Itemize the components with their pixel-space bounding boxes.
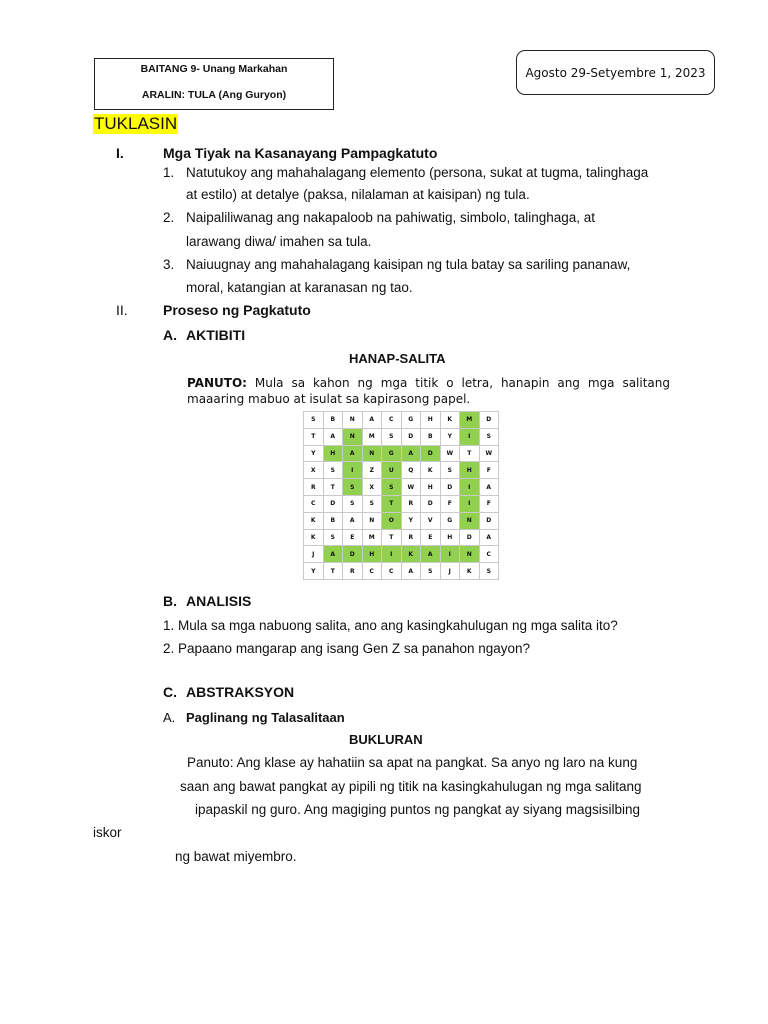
objective-text: at estilo) at detalye (paksa, nilalaman at kaisipan) ng tula. [186, 187, 530, 202]
grid-cell: J [304, 546, 324, 563]
grid-cell: T [460, 445, 480, 462]
grid-cell: S [421, 563, 441, 580]
grid-cell: M [362, 529, 382, 546]
grid-cell: S [343, 495, 363, 512]
grid-cell: D [343, 546, 363, 563]
grid-row [304, 479, 499, 496]
hanap-salita-title: HANAP-SALITA [349, 351, 446, 366]
analisis-question-2: 2. Papaano mangarap ang isang Gen Z sa panahon ngayon? [163, 641, 531, 656]
word-search-table [303, 411, 499, 580]
grid-row [304, 445, 499, 462]
bukluran-instructions: ng bawat miyembro. [175, 849, 297, 864]
bukluran-instructions: saan ang bawat pangkat ay pipili ng titik na kasingkahulugan ng mga salitang [180, 779, 642, 794]
grid-cell: F [440, 495, 460, 512]
objective-text: Natutukoy ang mahahalagang elemento (persona, sukat at tugma, talinghaga [186, 165, 649, 180]
grid-cell: C [362, 563, 382, 580]
grid-cell: C [479, 546, 499, 563]
grid-cell: T [323, 479, 343, 496]
grade-label: BAITANG 9- Unang Markahan [140, 63, 288, 75]
grid-cell: N [460, 512, 480, 529]
grid-cell: H [421, 479, 441, 496]
grid-cell: D [479, 512, 499, 529]
grid-cell: K [304, 529, 324, 546]
date-box [516, 50, 715, 95]
process-numeral: II. [116, 302, 128, 318]
abstraksyon-title: ABSTRAKSYON [186, 684, 295, 700]
grid-cell: I [440, 546, 460, 563]
grid-cell: A [479, 529, 499, 546]
grid-cell: K [401, 546, 421, 563]
grid-cell: Y [304, 563, 324, 580]
grid-cell: R [343, 563, 363, 580]
grid-cell: D [440, 479, 460, 496]
grid-cell: S [304, 412, 324, 429]
grid-cell: D [421, 445, 441, 462]
bukluran-instructions: Panuto: Ang klase ay hahatiin sa apat na pangkat. Sa anyo ng laro na kung [187, 755, 638, 770]
grid-row [304, 428, 499, 445]
grid-cell: F [479, 462, 499, 479]
grid-cell: I [382, 546, 402, 563]
grid-cell: T [304, 428, 324, 445]
grid-cell: C [382, 563, 402, 580]
grid-cell: D [421, 495, 441, 512]
grid-cell: A [343, 445, 363, 462]
grid-cell: A [421, 546, 441, 563]
grid-cell: B [323, 512, 343, 529]
grid-cell: D [460, 529, 480, 546]
grid-cell: N [343, 428, 363, 445]
grid-cell: A [323, 428, 343, 445]
header-box [94, 58, 334, 110]
abstraksyon-sub-letter: A. [163, 710, 176, 725]
grid-cell: S [323, 462, 343, 479]
grid-cell: F [479, 495, 499, 512]
grid-cell: S [323, 529, 343, 546]
grid-cell: S [479, 563, 499, 580]
grid-cell: A [323, 546, 343, 563]
grid-row [304, 462, 499, 479]
grid-cell: O [382, 512, 402, 529]
aktibiti-letter: A. [163, 327, 177, 343]
grid-cell: N [362, 512, 382, 529]
word-search-grid [303, 411, 499, 580]
grid-cell: S [362, 495, 382, 512]
grid-cell: K [440, 412, 460, 429]
grid-cell: N [460, 546, 480, 563]
grid-cell: D [479, 412, 499, 429]
grid-cell: Y [401, 512, 421, 529]
analisis-title: ANALISIS [186, 593, 252, 609]
grid-row [304, 529, 499, 546]
objective-text: Naiuugnay ang mahahalagang kaisipan ng tula batay sa sariling pananaw, [186, 257, 631, 272]
grid-cell: Y [304, 445, 324, 462]
grid-cell: A [343, 512, 363, 529]
grid-cell: W [479, 445, 499, 462]
grid-cell: R [304, 479, 324, 496]
grid-cell: B [421, 428, 441, 445]
grid-cell: R [401, 495, 421, 512]
objective-number: 3. [163, 257, 175, 272]
grid-cell: S [382, 479, 402, 496]
date-label: Agosto 29-Setyembre 1, 2023 [525, 65, 706, 80]
grid-cell: I [343, 462, 363, 479]
grid-cell: D [323, 495, 343, 512]
bukluran-instructions: ipapaskil ng guro. Ang magiging puntos ng pangkat ay siyang magsisilbing [195, 802, 641, 817]
grid-cell: N [362, 445, 382, 462]
grid-cell: G [382, 445, 402, 462]
panuto-text: Mula sa kahon ng mga titik o letra, hanapin ang mga salitang maaaring mabuo at isulat sa kapirasong papel. [187, 376, 670, 406]
grid-cell: T [382, 495, 402, 512]
objective-text: moral, katangian at karanasan ng tao. [186, 280, 413, 295]
grid-cell: T [323, 563, 343, 580]
grid-cell: A [479, 479, 499, 496]
analisis-question-1: 1. Mula sa mga nabuong salita, ano ang kasingkahulugan ng mga salita ito? [163, 618, 618, 633]
abstraksyon-letter: C. [163, 684, 177, 700]
grid-cell: Y [440, 428, 460, 445]
grid-cell: C [304, 495, 324, 512]
grid-cell: A [401, 445, 421, 462]
grid-cell: S [440, 462, 460, 479]
grid-cell: K [304, 512, 324, 529]
grid-cell: B [323, 412, 343, 429]
panuto-paragraph [187, 375, 670, 407]
grid-cell: H [460, 462, 480, 479]
grid-cell: W [401, 479, 421, 496]
objective-text: larawang diwa/ imahen sa tula. [186, 234, 372, 249]
grid-cell: G [401, 412, 421, 429]
grid-cell: A [401, 563, 421, 580]
objectives-numeral: I. [116, 145, 124, 161]
grid-row [304, 412, 499, 429]
panuto-label: PANUTO: [187, 376, 247, 390]
grid-cell: H [323, 445, 343, 462]
bukluran-instructions: iskor [93, 825, 122, 840]
grid-cell: R [401, 529, 421, 546]
grid-cell: S [343, 479, 363, 496]
grid-cell: I [460, 495, 480, 512]
grid-cell: K [460, 563, 480, 580]
objectives-title: Mga Tiyak na Kasanayang Pampagkatuto [163, 145, 438, 161]
grid-row [304, 512, 499, 529]
grid-cell: H [362, 546, 382, 563]
grid-cell: M [460, 412, 480, 429]
analisis-letter: B. [163, 593, 177, 609]
grid-cell: D [401, 428, 421, 445]
grid-cell: Z [362, 462, 382, 479]
process-title: Proseso ng Pagkatuto [163, 302, 311, 318]
grid-cell: M [362, 428, 382, 445]
grid-cell: I [460, 428, 480, 445]
grid-cell: X [362, 479, 382, 496]
grid-cell: E [421, 529, 441, 546]
grid-cell: N [343, 412, 363, 429]
grid-cell: T [382, 529, 402, 546]
grid-cell: H [440, 529, 460, 546]
lesson-label: ARALIN: TULA (Ang Guryon) [141, 89, 287, 101]
grid-cell: G [440, 512, 460, 529]
objective-text: Naipaliliwanag ang nakapaloob na pahiwatig, simbolo, talinghaga, at [186, 210, 596, 225]
grid-cell: S [382, 428, 402, 445]
grid-cell: J [440, 563, 460, 580]
grid-cell: K [421, 462, 441, 479]
grid-row [304, 563, 499, 580]
bukluran-title: BUKLURAN [349, 732, 423, 747]
objective-number: 1. [163, 165, 175, 180]
grid-cell: S [479, 428, 499, 445]
grid-cell: H [421, 412, 441, 429]
grid-cell: U [382, 462, 402, 479]
abstraksyon-sub-title: Paglinang ng Talasalitaan [186, 710, 345, 725]
grid-cell: V [421, 512, 441, 529]
section-title: TUKLASIN [94, 114, 178, 133]
grid-row [304, 495, 499, 512]
objective-number: 2. [163, 210, 175, 225]
grid-cell: C [382, 412, 402, 429]
grid-cell: E [343, 529, 363, 546]
grid-row [304, 546, 499, 563]
grid-cell: I [460, 479, 480, 496]
grid-cell: Q [401, 462, 421, 479]
grid-cell: X [304, 462, 324, 479]
aktibiti-title: AKTIBITI [186, 327, 246, 343]
grid-cell: W [440, 445, 460, 462]
grid-cell: A [362, 412, 382, 429]
